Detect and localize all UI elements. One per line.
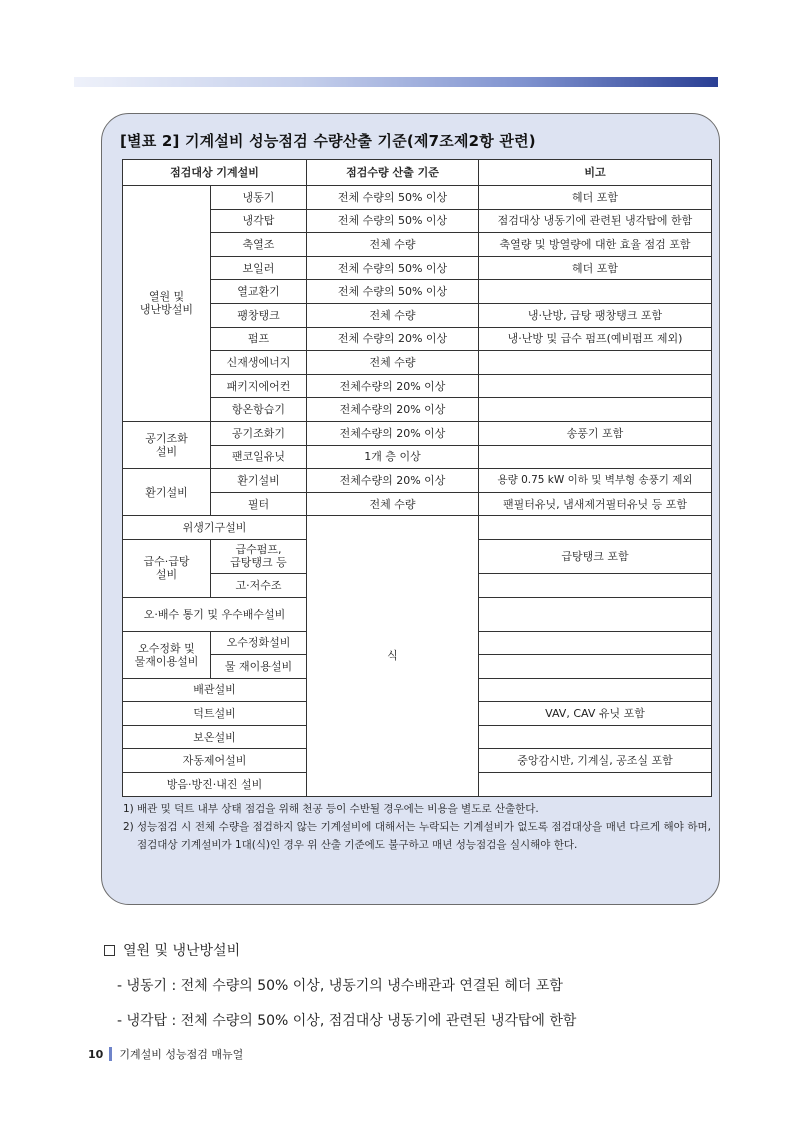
note-cell [479,280,712,304]
table-row [123,445,712,469]
note-cell: 팬필터유닛, 냄새제거필터유닛 등 포함 [479,492,712,516]
table-row [123,374,712,398]
page-footer [88,1046,243,1062]
criteria-cell: 전체 수량 [307,303,479,327]
criteria-cell: 전체수량의 20% 이상 [307,421,479,445]
note-cell [479,655,712,679]
equipment-name: 공기조화기 [211,421,307,445]
group-water: 급수·급탕 설비 [123,539,211,597]
criteria-table [122,159,712,797]
equipment-name: 보온설비 [123,725,307,749]
equipment-name: 패키지에어컨 [211,374,307,398]
table-row [123,398,712,422]
equipment-name: 급수펌프, 급탕탱크 등 [211,539,307,573]
criteria-cell: 전체수량의 20% 이상 [307,398,479,422]
note-cell: VAV, CAV 유닛 포함 [479,702,712,726]
equipment-name: 팬코일유닛 [211,445,307,469]
note-cell: 송풍기 포함 [479,421,712,445]
criteria-cell: 전체 수량의 20% 이상 [307,327,479,351]
equipment-name: 축열조 [211,233,307,257]
table-row [123,516,712,540]
group-air: 공기조화 설비 [123,421,211,468]
criteria-cell: 전체 수량 [307,492,479,516]
table-row [123,469,712,493]
group-vent: 환기설비 [123,469,211,516]
col-header-equipment: 점검대상 기계설비 [123,160,307,186]
footer-title: 기계설비 성능점검 매뉴얼 [119,1048,244,1061]
equipment-name: 위생기구설비 [123,516,307,540]
table-row [123,351,712,375]
table-row [123,186,712,210]
note-cell: 점검대상 냉동기에 관련된 냉각탑에 한함 [479,209,712,233]
note-cell: 급탕탱크 포함 [479,539,712,573]
footnote [123,818,711,854]
note-cell [479,773,712,797]
criteria-cell: 전체 수량 [307,351,479,375]
equipment-name: 팽창탱크 [211,303,307,327]
note-cell [479,573,712,597]
equipment-name: 펌프 [211,327,307,351]
note-cell [479,516,712,540]
table-row [123,233,712,257]
criteria-cell: 전체 수량의 50% 이상 [307,186,479,210]
equipment-name: 열교환기 [211,280,307,304]
footnotes [123,800,711,854]
equipment-name: 냉동기 [211,186,307,210]
section-heading-text: 열원 및 냉난방설비 [123,943,241,959]
col-header-criteria: 점검수량 산출 기준 [307,160,479,186]
appendix-title: [별표 2] 기계설비 성능점검 수량산출 기준(제7조제2항 관련) [120,132,536,150]
note-cell: 중앙감시반, 기계실, 공조실 포함 [479,749,712,773]
footnote-number: 1) [123,803,134,815]
equipment-name: 고·저수조 [211,573,307,597]
note-cell [479,398,712,422]
footer-divider [109,1047,112,1061]
equipment-name: 냉각탑 [211,209,307,233]
group-sewage: 오수정화 및 물재이용설비 [123,631,211,678]
equipment-name: 방음·방진·내진 설비 [123,773,307,797]
equipment-name: 오·배수 통기 및 우수배수설비 [123,597,307,631]
equipment-name: 환기설비 [211,469,307,493]
note-cell: 헤더 포함 [479,256,712,280]
table-row [123,209,712,233]
note-cell [479,631,712,655]
equipment-name: 보일러 [211,256,307,280]
criteria-cell: 1개 층 이상 [307,445,479,469]
footnote-text: 성능점검 시 전체 수량을 점검하지 않는 기계설비에 대해서는 누락되는 기계설비가 없도록 점검대상을 매년 다르게 해야 하며, 점검대상 기계설비가 1대(식)인 경우 위 산출 기준에도 불구하고 매년 성능점검을 실시해야 한다. [137,821,711,851]
table-row [123,327,712,351]
bullet-item: - 냉동기 : 전체 수량의 50% 이상, 냉동기의 냉수배관과 연결된 헤더 포함 [117,978,563,994]
equipment-name: 덕트설비 [123,702,307,726]
header-band [74,77,718,87]
criteria-cell: 전체 수량의 50% 이상 [307,280,479,304]
checkbox-square-icon [104,945,115,956]
note-cell: 헤더 포함 [479,186,712,210]
table-row [123,492,712,516]
footnote-text: 배관 및 덕트 내부 상태 점검을 위해 천공 등이 수반될 경우에는 비용을 별도로 산출한다. [137,803,539,815]
criteria-cell: 전체 수량 [307,233,479,257]
table-row [123,280,712,304]
merged-criteria-cell: 식 [307,516,479,796]
criteria-cell: 전체수량의 20% 이상 [307,374,479,398]
footnote-number: 2) [123,821,134,833]
note-cell [479,351,712,375]
note-cell [479,445,712,469]
note-cell: 냉·난방, 급탕 팽창탱크 포함 [479,303,712,327]
note-cell [479,725,712,749]
criteria-cell: 전체 수량의 50% 이상 [307,256,479,280]
equipment-name: 신재생에너지 [211,351,307,375]
bullet-item: - 냉각탑 : 전체 수량의 50% 이상, 점검대상 냉동기에 관련된 냉각탑에 한함 [117,1013,577,1029]
note-cell: 축열량 및 방열량에 대한 효율 점검 포함 [479,233,712,257]
equipment-name: 필터 [211,492,307,516]
footnote [123,800,711,818]
table-row [123,421,712,445]
section-heading [104,940,240,960]
equipment-name: 항온항습기 [211,398,307,422]
criteria-cell: 전체수량의 20% 이상 [307,469,479,493]
table-header-row [123,160,712,186]
equipment-name: 자동제어설비 [123,749,307,773]
note-cell [479,678,712,702]
equipment-name: 물 재이용설비 [211,655,307,679]
equipment-name: 오수정화설비 [211,631,307,655]
criteria-cell: 전체 수량의 50% 이상 [307,209,479,233]
table-row [123,303,712,327]
note-cell: 용량 0.75 kW 이하 및 벽부형 송풍기 제외 [479,469,712,493]
equipment-name: 배관설비 [123,678,307,702]
note-cell: 냉·난방 및 급수 펌프(예비펌프 제외) [479,327,712,351]
table-row [123,256,712,280]
page-number: 10 [88,1047,104,1061]
note-cell [479,374,712,398]
note-cell [479,597,712,631]
col-header-note: 비고 [479,160,712,186]
group-heat: 열원 및 냉난방설비 [123,186,211,422]
